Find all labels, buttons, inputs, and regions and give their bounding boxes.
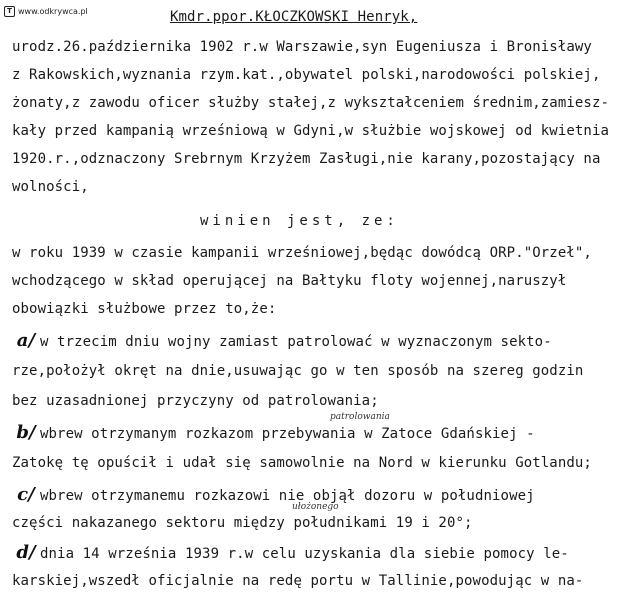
item-c-text-1: wbrew otrzymanemu rozkazowi nie objął dozoru w południowej — [40, 488, 535, 504]
body-line-3: obowiązki służbowe przez to,że: — [12, 301, 277, 317]
item-c-marker: c/ — [17, 484, 35, 505]
item-b-line-2: Zatokę tę opuścił i udał się samowolnie na Nord w kierunku Gotlandu; — [12, 455, 592, 471]
body-line-1: w roku 1939 w czasie kampanii wrześniowej,będąc dowódcą ORP."Orzeł", — [12, 245, 592, 261]
item-c-line-2: części nakazanego sektoru między południkami 19 i 20°; — [12, 515, 473, 531]
bio-line-6: wolności, — [12, 179, 89, 195]
body-line-2: wchodzącego w skład operującej na Bałtyku floty wojennej,naruszył — [12, 273, 567, 289]
annotation-b: patrolowania — [330, 412, 390, 422]
watermark — [4, 6, 88, 17]
item-d-marker: d/ — [16, 542, 36, 563]
bio-line-2: z Rakowskich,wyznania rzym.kat.,obywatel polski,narodowości polskiej, — [12, 67, 601, 83]
item-b-text-1: wbrew otrzymanym rozkazom przebywania w Zatoce Gdańskiej - — [40, 426, 535, 442]
person-heading: Kmdr.ppor.KŁOCZKOWSKI Henryk, — [170, 9, 418, 25]
watermark-text: www.odkrywca.pl — [18, 7, 88, 16]
item-a-line-3: bez uzasadnionej przyczyny od patrolowania; — [12, 393, 379, 409]
item-a-text-1: w trzecim dniu wojny zamiast patrolować w wyznaczonym sekto- — [40, 334, 552, 350]
bio-line-1: urodz.26.października 1902 r.w Warszawie,syn Eugeniusza i Bronisławy — [12, 39, 592, 55]
watermark-logo-icon: T — [4, 6, 15, 17]
bio-line-5: 1920.r.,odznaczony Srebrnym Krzyżem Zasługi,nie karany,pozostający na — [12, 151, 601, 167]
item-b-line-1 — [12, 424, 632, 443]
annotation-c: ułożonego — [292, 502, 339, 512]
verdict-line: winien jest, ze: — [200, 213, 399, 229]
item-d-line-1 — [12, 544, 632, 563]
item-a-line-1 — [12, 332, 632, 351]
item-d-line-2: karskiej,wszedł oficjalnie na redę portu w Tallinie,powodując w na- — [12, 573, 584, 589]
bio-line-4: kały przed kampanią wrześniową w Gdyni,w służbie wojskowej od kwietnia — [12, 123, 610, 139]
item-a-line-2: rze,położył okręt na dnie,usuwając go w ten sposób na szereg godzin — [12, 363, 584, 379]
bio-line-3: żonaty,z zawodu oficer służby stałej,z wykształceniem średnim,zamiesz- — [12, 95, 610, 111]
item-d-text-1: dnia 14 września 1939 r.w celu uzyskania dla siebie pomocy le- — [40, 546, 569, 562]
item-a-marker: a/ — [16, 330, 36, 351]
item-b-marker: b/ — [16, 422, 36, 443]
